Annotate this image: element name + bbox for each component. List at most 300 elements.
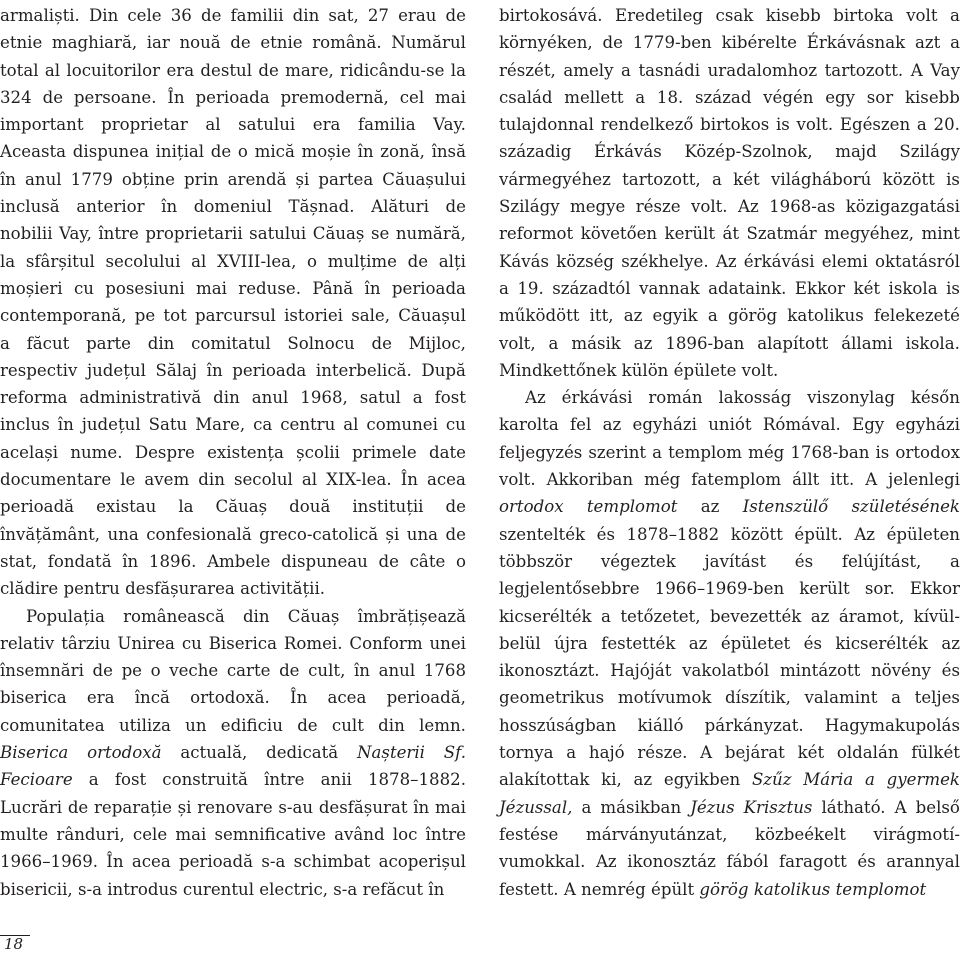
word: kívül- [913,606,960,626]
text-line [0,2,466,29]
word: Szatmár [746,224,817,244]
word: o [150,661,161,681]
text-line [499,384,960,411]
italic-word: Istenszülő [742,497,829,517]
word: fondată [47,551,112,571]
word: fel [570,415,592,435]
word: din [198,470,225,490]
word: kicserélték [499,606,592,626]
text-line [0,275,466,302]
word: al [44,60,61,80]
word: secolul [233,470,293,490]
text-line [0,330,466,357]
word: se [370,224,390,244]
word: relativ [0,633,55,653]
text-line [499,684,960,711]
word: Érkávás [594,142,662,162]
word: az [633,770,653,790]
word: át [722,224,740,244]
word: Despre [134,442,195,462]
word: a [566,743,577,763]
word: le [120,470,136,490]
word: századig [499,142,572,162]
word: Căuaș [287,606,340,626]
word: cel [399,87,425,107]
word: contemporană, [0,306,127,326]
italic-word: Krisztus [743,797,813,817]
word: uniót [708,415,752,435]
word: is [875,442,890,462]
text-line [499,411,960,438]
word: az [623,306,643,326]
word: cu [445,415,466,435]
word: kiálló [637,715,684,735]
word: ikonosztáz [627,852,716,872]
word: în [57,415,74,435]
word: etnie [0,33,43,53]
word: A [910,60,923,80]
word: két [733,169,760,189]
word: Közép-Szolnok, [684,142,813,162]
word: numără, [395,224,466,244]
word: anul [378,661,416,681]
word: persoane. [73,87,157,107]
word: în [413,797,430,817]
word: mellett [564,87,624,107]
word: és [794,551,814,571]
word: Conform [349,633,423,653]
word: a [950,6,960,25]
word: moșieri [0,278,63,298]
word: o [455,551,466,571]
word: Numărul [391,33,466,53]
word: stat, [0,551,38,571]
word: Hajóját [610,661,672,681]
word: veche [169,661,219,681]
word: volt, [499,333,536,353]
word: Căuaș [312,224,365,244]
text-line [0,57,466,84]
word: a [891,688,901,708]
word: cult, [308,661,346,681]
word: község [556,251,615,271]
word: mulțime [327,251,397,271]
word: az [602,415,622,435]
word: tot [163,306,187,326]
word: În [167,87,185,107]
word: două [289,497,331,517]
word: megye [570,197,626,217]
italic-word: Fecioare [0,770,73,790]
word: XVIII-lea, [216,251,297,271]
word: Egy [852,415,885,435]
word: existența [207,442,284,462]
word: parcursul [194,306,276,326]
word: épült. [794,524,843,544]
word: párkányzat. [704,715,804,735]
word: lakosság [718,388,792,408]
italic-word: a [864,770,875,790]
word: existau [96,497,157,517]
word: többször [499,551,573,571]
italic-word: Jézus [690,797,735,817]
word: reduse. [238,278,301,298]
word: ortodox [895,442,960,462]
word: feljegyzés [499,442,583,462]
word: reforma [0,388,68,408]
word: inclusă [0,197,60,217]
page-number: 18 [4,935,24,953]
word: A [700,743,713,763]
word: 20. [933,115,960,135]
word: azt [914,33,941,53]
italic-word: Szűz [751,770,792,790]
word: școlii [296,442,340,462]
word: virágmotí- [873,824,960,844]
word: és [596,524,615,544]
word: de [445,6,466,25]
word: română. [312,33,382,53]
italic-word: Jézussal, [499,797,573,817]
word: a [916,115,927,135]
word: kisebb [765,6,821,25]
word: prin [184,169,219,189]
word: și [295,169,310,189]
word: javítást [704,551,766,571]
text-line [499,111,960,138]
word: egyikben [663,770,741,790]
word: proprietarii [145,224,243,244]
word: jelenlegi [888,470,960,490]
text-line [499,739,960,766]
word: Mare, [195,415,246,435]
text-line [499,84,960,111]
word: obține [121,169,176,189]
word: din [242,606,270,626]
word: premodernă, [280,87,389,107]
word: confesională [146,524,252,544]
word: a [412,388,423,408]
text-line [0,29,466,56]
word: utiliza [118,715,171,735]
text-line [0,848,466,875]
word: alți [438,251,466,271]
word: család [499,87,553,107]
word: bevezették [709,606,802,626]
italic-word: születésének [851,497,960,517]
word: lemn. [419,715,466,735]
word: a [499,278,509,298]
word: îmbrățișează [357,606,466,626]
word: schimbat [293,852,371,872]
word: al [191,251,207,271]
word: maghiară, [51,33,138,53]
text-line [499,166,960,193]
word: satului [249,224,307,244]
word: satul [359,388,401,408]
word: semnificative [214,824,326,844]
text-line [0,575,466,602]
word: vumokkal. [499,852,586,872]
text-line [499,302,960,329]
word: az [688,633,708,653]
word: dispunea [72,142,149,162]
word: de [371,333,392,353]
word: vannak [639,278,700,298]
word: és [803,633,822,653]
text-line [499,466,960,493]
word: az [700,497,720,517]
word: la [450,60,466,80]
word: székhelye. [621,251,709,271]
word: XIX-lea. [326,470,392,490]
word: mare, [285,60,334,80]
word: Rómával. [762,415,841,435]
word: reformot [499,224,574,244]
word: sor [866,87,894,107]
word: o [237,142,248,162]
word: în [206,360,223,380]
word: későn [910,388,960,408]
word: tartozott, [622,169,701,189]
word: multe [0,824,49,844]
word: Căuașul [398,306,466,326]
word: rânduri, [56,824,125,844]
word: része. [637,743,688,763]
word: látható. [821,797,886,817]
word: al [205,115,221,135]
text-line [499,330,960,357]
word: cele [132,824,168,844]
word: Érkávásnak [806,33,906,53]
word: Alături [371,197,429,217]
word: felekezeté [873,306,960,326]
word: Satu [148,415,188,435]
word: az [810,606,830,626]
word: Eredetileg [615,6,704,25]
word: is [946,169,960,189]
word: Căuaș [215,497,268,517]
word: 1779 [70,169,113,189]
word: 18. [656,87,684,107]
word: is [946,278,960,298]
word: végén [763,87,814,107]
word: de [445,497,466,517]
word: festése [499,824,559,844]
word: acea [327,688,367,708]
word: márványutánzat, [585,824,728,844]
text-line [0,439,466,466]
word: din [213,388,240,408]
word: de [279,661,300,681]
word: 1896-ban [665,333,745,353]
word: perioada [195,87,270,107]
text-line [499,493,960,520]
text-line [499,220,960,247]
word: cu [181,633,202,653]
word: része [635,197,681,217]
word: mai [175,824,207,844]
text-line [499,766,960,793]
text-line [499,521,960,548]
word: volt. [690,197,728,217]
word: acea [427,470,466,490]
right-column-hungarian-text [499,2,960,903]
word: került [664,224,716,244]
word: mintázott [779,661,861,681]
word: amely [563,60,614,80]
word: de [200,6,222,25]
word: fost [434,388,466,408]
word: fatemplom [691,470,782,490]
text-line [0,876,466,903]
word: și [177,797,192,817]
word: az [941,633,960,653]
word: Unirea [117,633,175,653]
word: 1779-ben [632,33,712,53]
text-line [499,2,960,29]
word: partea [318,169,374,189]
word: locuitorilor [66,60,161,80]
word: Akkoriban [546,470,634,490]
word: sor. [864,579,895,599]
word: iskola. [905,333,960,353]
word: perioadă [178,852,254,872]
text-line [0,766,466,793]
text-segment: clădire pentru desfășurarea activității. [0,579,326,599]
word: két [797,743,825,763]
text-line [0,384,466,411]
word: Vay, [59,224,92,244]
word: în [353,661,370,681]
word: működött [499,306,580,326]
word: követően [580,224,658,244]
text-line [0,712,466,739]
word: iskola [888,278,938,298]
word: documentare [0,470,112,490]
word: vármegyéhez [499,169,611,189]
word: o [307,251,318,271]
word: Ambele [207,551,271,571]
word: vakolatból [682,661,770,681]
word: de [42,87,64,107]
text-line [0,357,466,384]
word: era [166,60,195,80]
word: Kávás [499,251,550,271]
word: actuală, [180,743,248,763]
word: nume. [70,442,123,462]
word: fából [726,852,769,872]
word: templom [668,442,743,462]
word: az [633,333,653,353]
text-line [0,739,466,766]
word: erau [398,6,437,25]
word: mai [435,87,466,107]
word: volt. [796,115,834,135]
word: 19. [517,278,544,298]
word: adataink. [708,278,787,298]
word: important [0,115,84,135]
word: volt. [499,470,536,490]
word: însemnări [0,661,84,681]
text-segment: festett. A nemrég épült [499,879,700,899]
word: hosszúságban [499,715,617,735]
word: de [67,797,89,817]
word: karolta [499,415,559,435]
word: közigazgatási [845,197,960,217]
word: között [882,169,935,189]
text-line [499,821,960,848]
word: a [950,551,960,571]
word: majd [835,142,877,162]
word: între [425,824,466,844]
text-segment: Mindkettőnek külön épülete volt. [499,360,779,380]
word: Căuașului [382,169,466,189]
word: A [865,470,878,490]
word: comitatul [191,333,271,353]
word: Solnocu [287,333,355,353]
word: birtoka [833,6,894,25]
text-line [0,466,466,493]
word: a [548,333,559,353]
word: După [421,360,466,380]
text-line [0,794,466,821]
word: armaliști. [0,6,80,25]
word: târziu [61,633,111,653]
text-line [0,111,466,138]
text-segment: bisericii, s-a introdus curentul electric, s-a refăcut în [0,879,445,899]
text-line [0,84,466,111]
text-line [0,302,466,329]
word: familia [358,115,416,135]
word: pe [121,661,143,681]
word: etnie [260,33,303,53]
word: tulajdonnal [499,115,594,135]
word: anul [25,169,62,189]
text-line [499,193,960,220]
word: dedicată [266,743,339,763]
text-line [499,876,960,903]
word: primele [352,442,417,462]
word: posesiuni [105,278,185,298]
word: ikonosztázt. [499,661,600,681]
word: 1968, [300,388,348,408]
word: din [147,333,175,353]
text-line [0,138,466,165]
word: belső [915,797,960,817]
word: total [0,60,39,80]
word: între [264,770,305,790]
word: Lucrări [0,797,63,817]
word: 1878–1882 [626,524,720,544]
word: növény [871,661,931,681]
word: egyházi [895,415,960,435]
word: una [406,524,439,544]
text-line [0,521,466,548]
word: Aceasta [0,142,67,162]
word: de [210,142,232,162]
word: épületen [886,524,960,544]
word: de [445,524,466,544]
word: csak [715,6,754,25]
word: inițial [155,142,205,162]
word: interbelică. [315,360,412,380]
word: 36 [170,6,192,25]
word: Romei. [283,633,343,653]
word: megyéhez, [824,224,915,244]
word: carte [226,661,271,681]
word: unei [429,633,466,653]
